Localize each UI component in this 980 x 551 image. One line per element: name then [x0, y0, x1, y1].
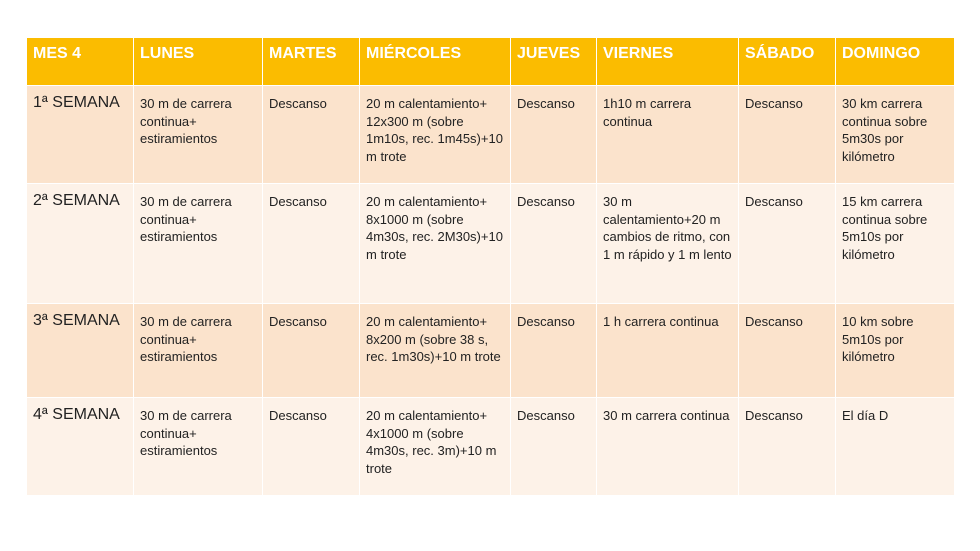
table-cell: 30 m calentamiento+20 m cambios de ritmo, con 1 m rápido y 1 m lento	[597, 184, 739, 304]
header-day: SÁBADO	[739, 38, 836, 86]
week-label: 1ª SEMANA	[27, 86, 134, 184]
table-cell: 30 m de carrera continua+ estiramientos	[134, 86, 263, 184]
table-cell: Descanso	[739, 304, 836, 398]
table-cell: Descanso	[263, 304, 360, 398]
table-row	[27, 304, 955, 398]
table-cell: El día D	[836, 398, 955, 496]
table-row	[27, 398, 955, 496]
table-cell: 30 m de carrera continua+ estiramientos	[134, 304, 263, 398]
table-cell: Descanso	[263, 184, 360, 304]
header-day: MARTES	[263, 38, 360, 86]
table-cell: Descanso	[511, 86, 597, 184]
table-cell: 15 km carrera continua sobre 5m10s por kilómetro	[836, 184, 955, 304]
week-label: 3ª SEMANA	[27, 304, 134, 398]
header-day: JUEVES	[511, 38, 597, 86]
table-cell: Descanso	[739, 184, 836, 304]
table-cell: Descanso	[511, 398, 597, 496]
training-plan-table	[26, 37, 955, 496]
table-cell: 20 m calentamiento+ 12x300 m (sobre 1m10s, rec. 1m45s)+10 m trote	[360, 86, 511, 184]
table-cell: 20 m calentamiento+ 8x1000 m (sobre 4m30s, rec. 2M30s)+10 m trote	[360, 184, 511, 304]
table-cell: 20 m calentamiento+ 8x200 m (sobre 38 s, rec. 1m30s)+10 m trote	[360, 304, 511, 398]
table-cell: 30 km carrera continua sobre 5m30s por kilómetro	[836, 86, 955, 184]
header-day: LUNES	[134, 38, 263, 86]
table-cell: Descanso	[511, 184, 597, 304]
table-cell: Descanso	[263, 398, 360, 496]
table-cell: Descanso	[739, 398, 836, 496]
header-month: MES 4	[27, 38, 134, 86]
table-cell: 10 km sobre 5m10s por kilómetro	[836, 304, 955, 398]
header-day: MIÉRCOLES	[360, 38, 511, 86]
table-cell: 1 h carrera continua	[597, 304, 739, 398]
table-cell: 20 m calentamiento+ 4x1000 m (sobre 4m30s, rec. 3m)+10 m trote	[360, 398, 511, 496]
table-cell: 30 m de carrera continua+ estiramientos	[134, 184, 263, 304]
header-row	[27, 38, 955, 86]
table-cell: Descanso	[511, 304, 597, 398]
table-cell: 30 m de carrera continua+ estiramientos	[134, 398, 263, 496]
table-cell: 30 m carrera continua	[597, 398, 739, 496]
table-row	[27, 184, 955, 304]
table-row	[27, 86, 955, 184]
header-day: VIERNES	[597, 38, 739, 86]
header-day: DOMINGO	[836, 38, 955, 86]
week-label: 4ª SEMANA	[27, 398, 134, 496]
table-cell: Descanso	[739, 86, 836, 184]
week-label: 2ª SEMANA	[27, 184, 134, 304]
table-cell: 1h10 m carrera continua	[597, 86, 739, 184]
table-cell: Descanso	[263, 86, 360, 184]
